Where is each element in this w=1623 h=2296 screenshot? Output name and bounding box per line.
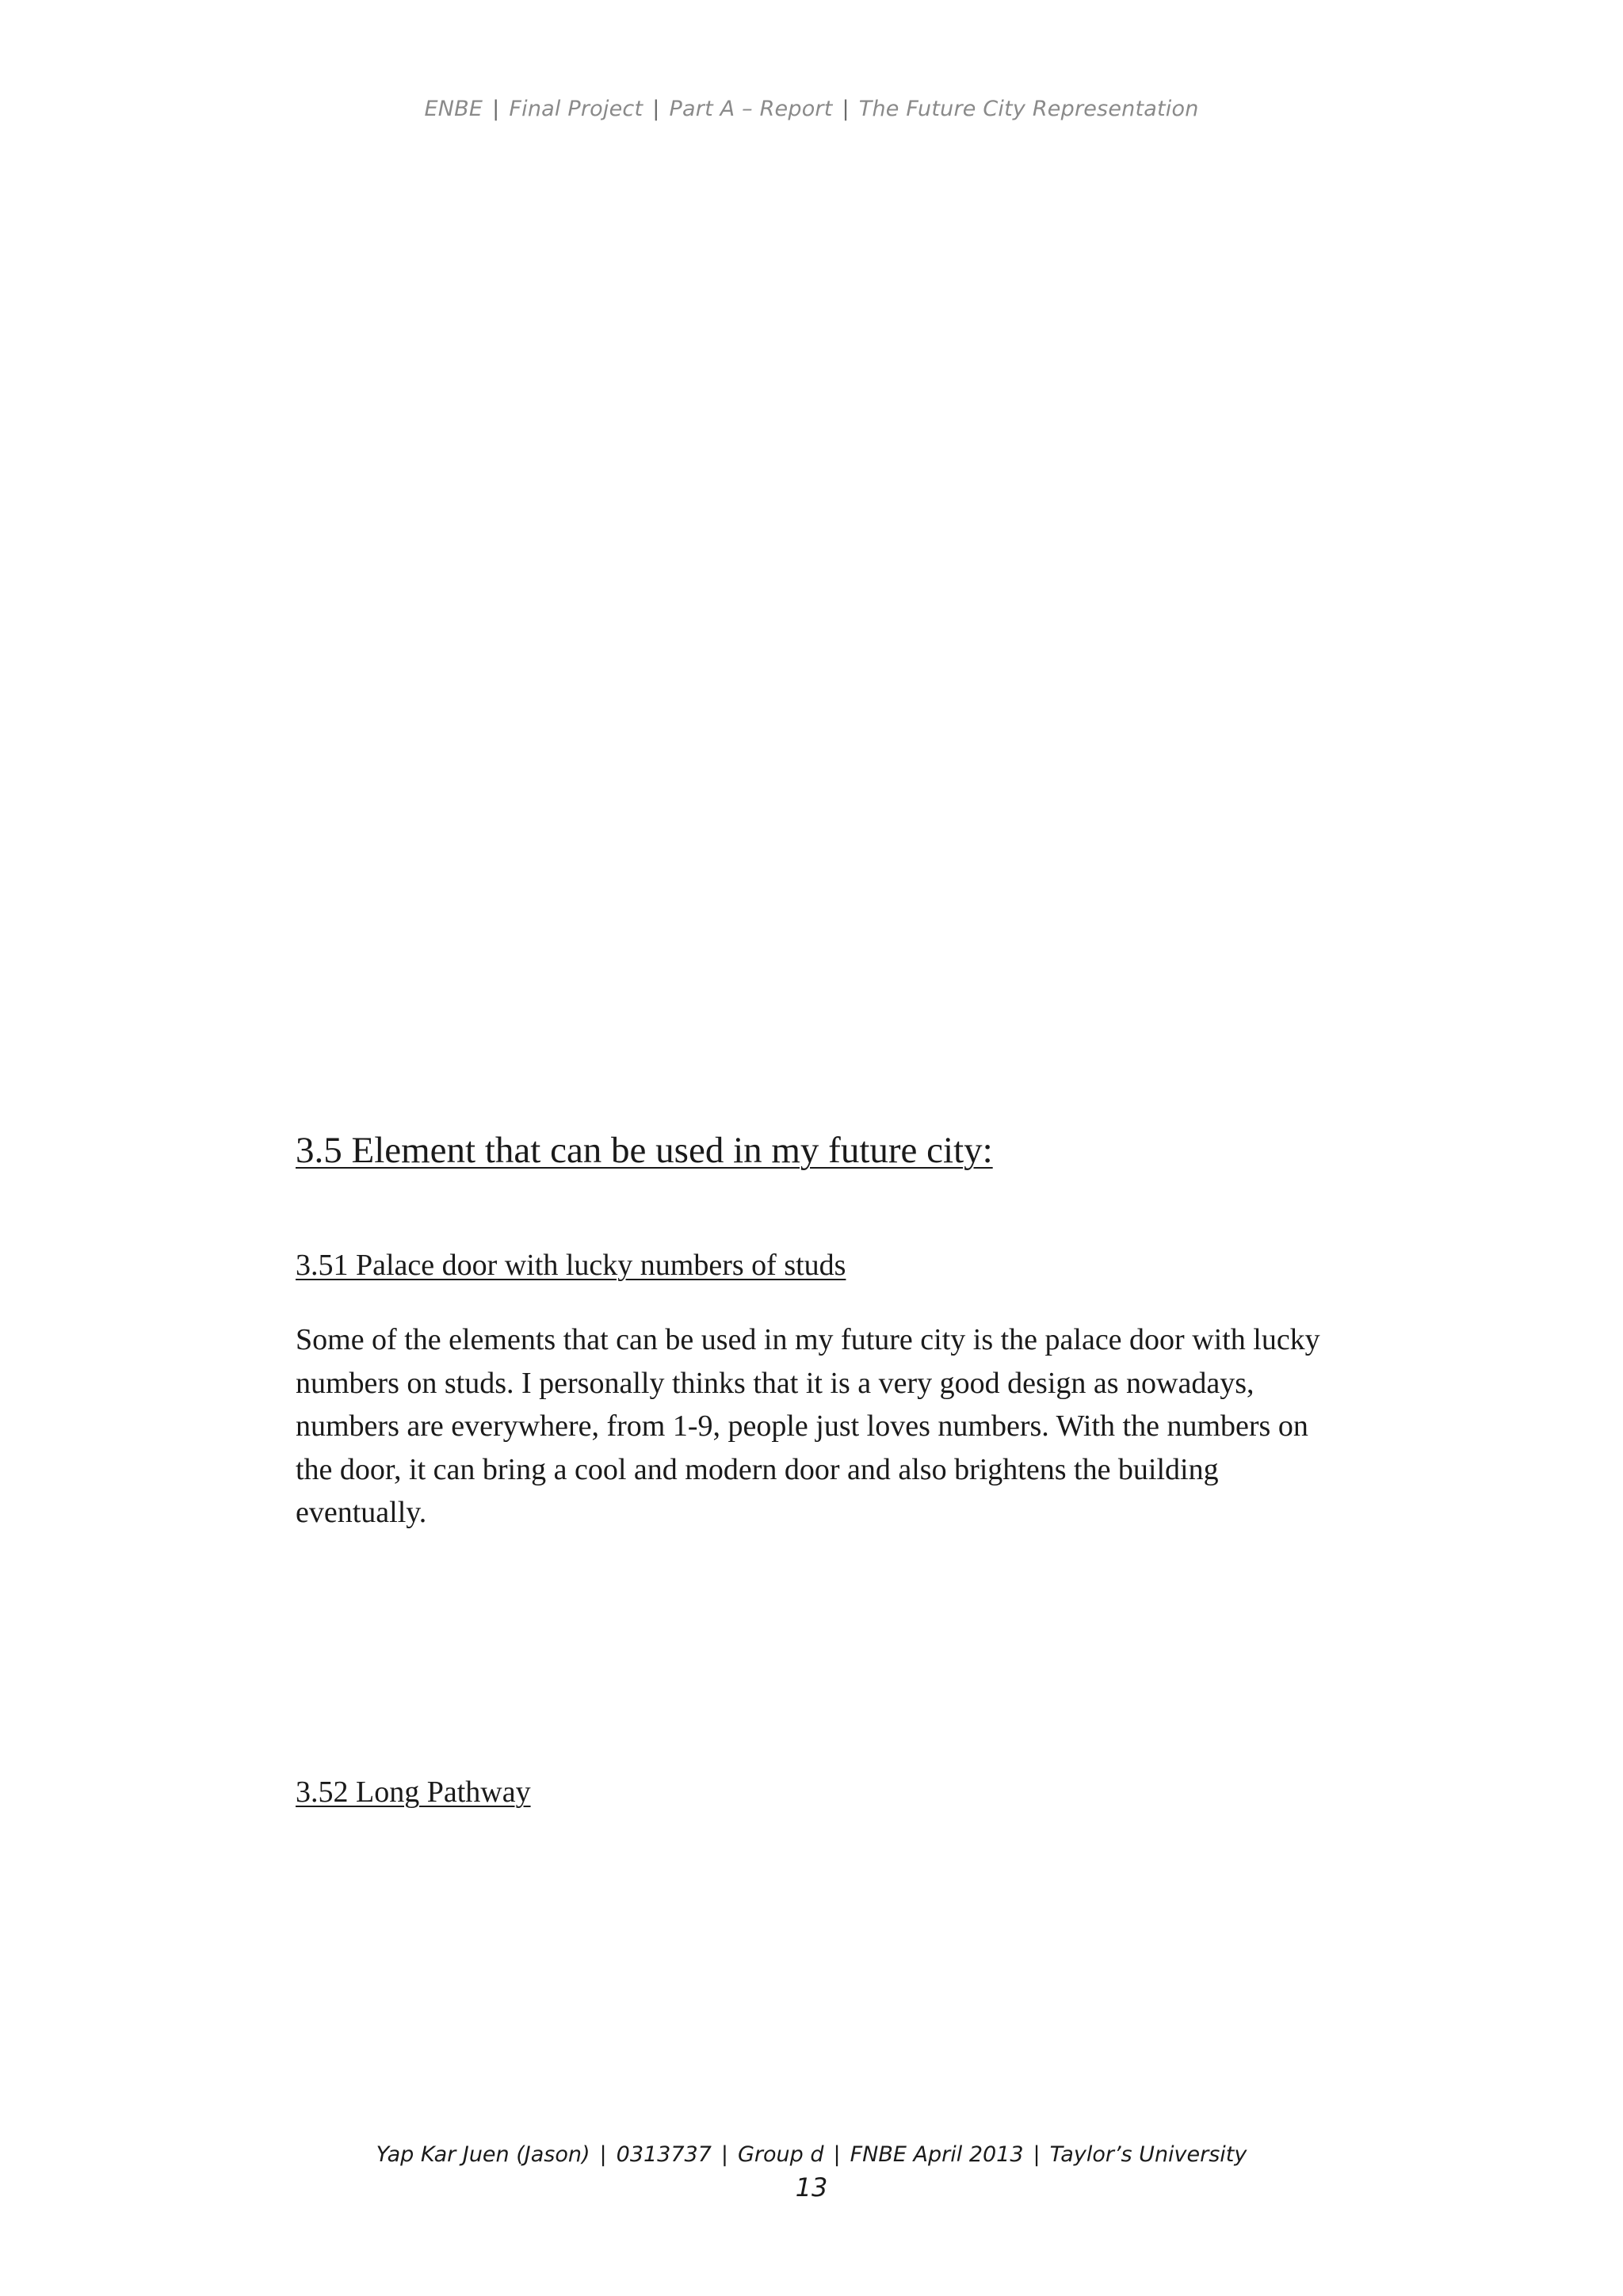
footer-university: Taylor’s University (1049, 2142, 1247, 2167)
footer-student-id: 0313737 (616, 2142, 712, 2167)
paragraph-line: numbers on studs. I personally thinks that it is a very good design as nowadays, (296, 1366, 1254, 1400)
footer-author: Yap Kar Juen (Jason) (376, 2142, 590, 2167)
paragraph-line: numbers are everywhere, from 1-9, people just loves numbers. With the numbers on (296, 1409, 1308, 1443)
header-separator: | (492, 97, 500, 121)
paragraph-line: the door, it can bring a cool and modern door and also brightens the building (296, 1452, 1219, 1486)
footer-separator: | (1033, 2142, 1041, 2167)
header-part: Part A – Report (669, 97, 833, 121)
subsection-heading-long-pathway: 3.52 Long Pathway (296, 1775, 531, 1809)
subsection-heading-palace-door: 3.51 Palace door with lucky numbers of studs (296, 1249, 846, 1282)
footer-separator: | (720, 2142, 728, 2167)
paragraph-line: Some of the elements that can be used in my future city is the palace door with lucky (296, 1323, 1320, 1356)
header-separator: | (652, 97, 660, 121)
page-header (0, 97, 1623, 121)
header-topic: The Future City Representation (858, 97, 1199, 121)
header-separator: | (842, 97, 850, 121)
section-heading: 3.5 Element that can be used in my future city: (296, 1130, 993, 1171)
paragraph-line: eventually. (296, 1496, 427, 1529)
page-number: 13 (795, 2172, 828, 2203)
footer-group: Group d (738, 2142, 824, 2167)
footer-separator: | (599, 2142, 607, 2167)
page-footer (0, 2142, 1623, 2167)
header-project: Final Project (509, 97, 643, 121)
footer-separator: | (833, 2142, 841, 2167)
header-course: ENBE (424, 97, 483, 121)
footer-intake: FNBE April 2013 (850, 2142, 1024, 2167)
body-paragraph (296, 1318, 1437, 1535)
